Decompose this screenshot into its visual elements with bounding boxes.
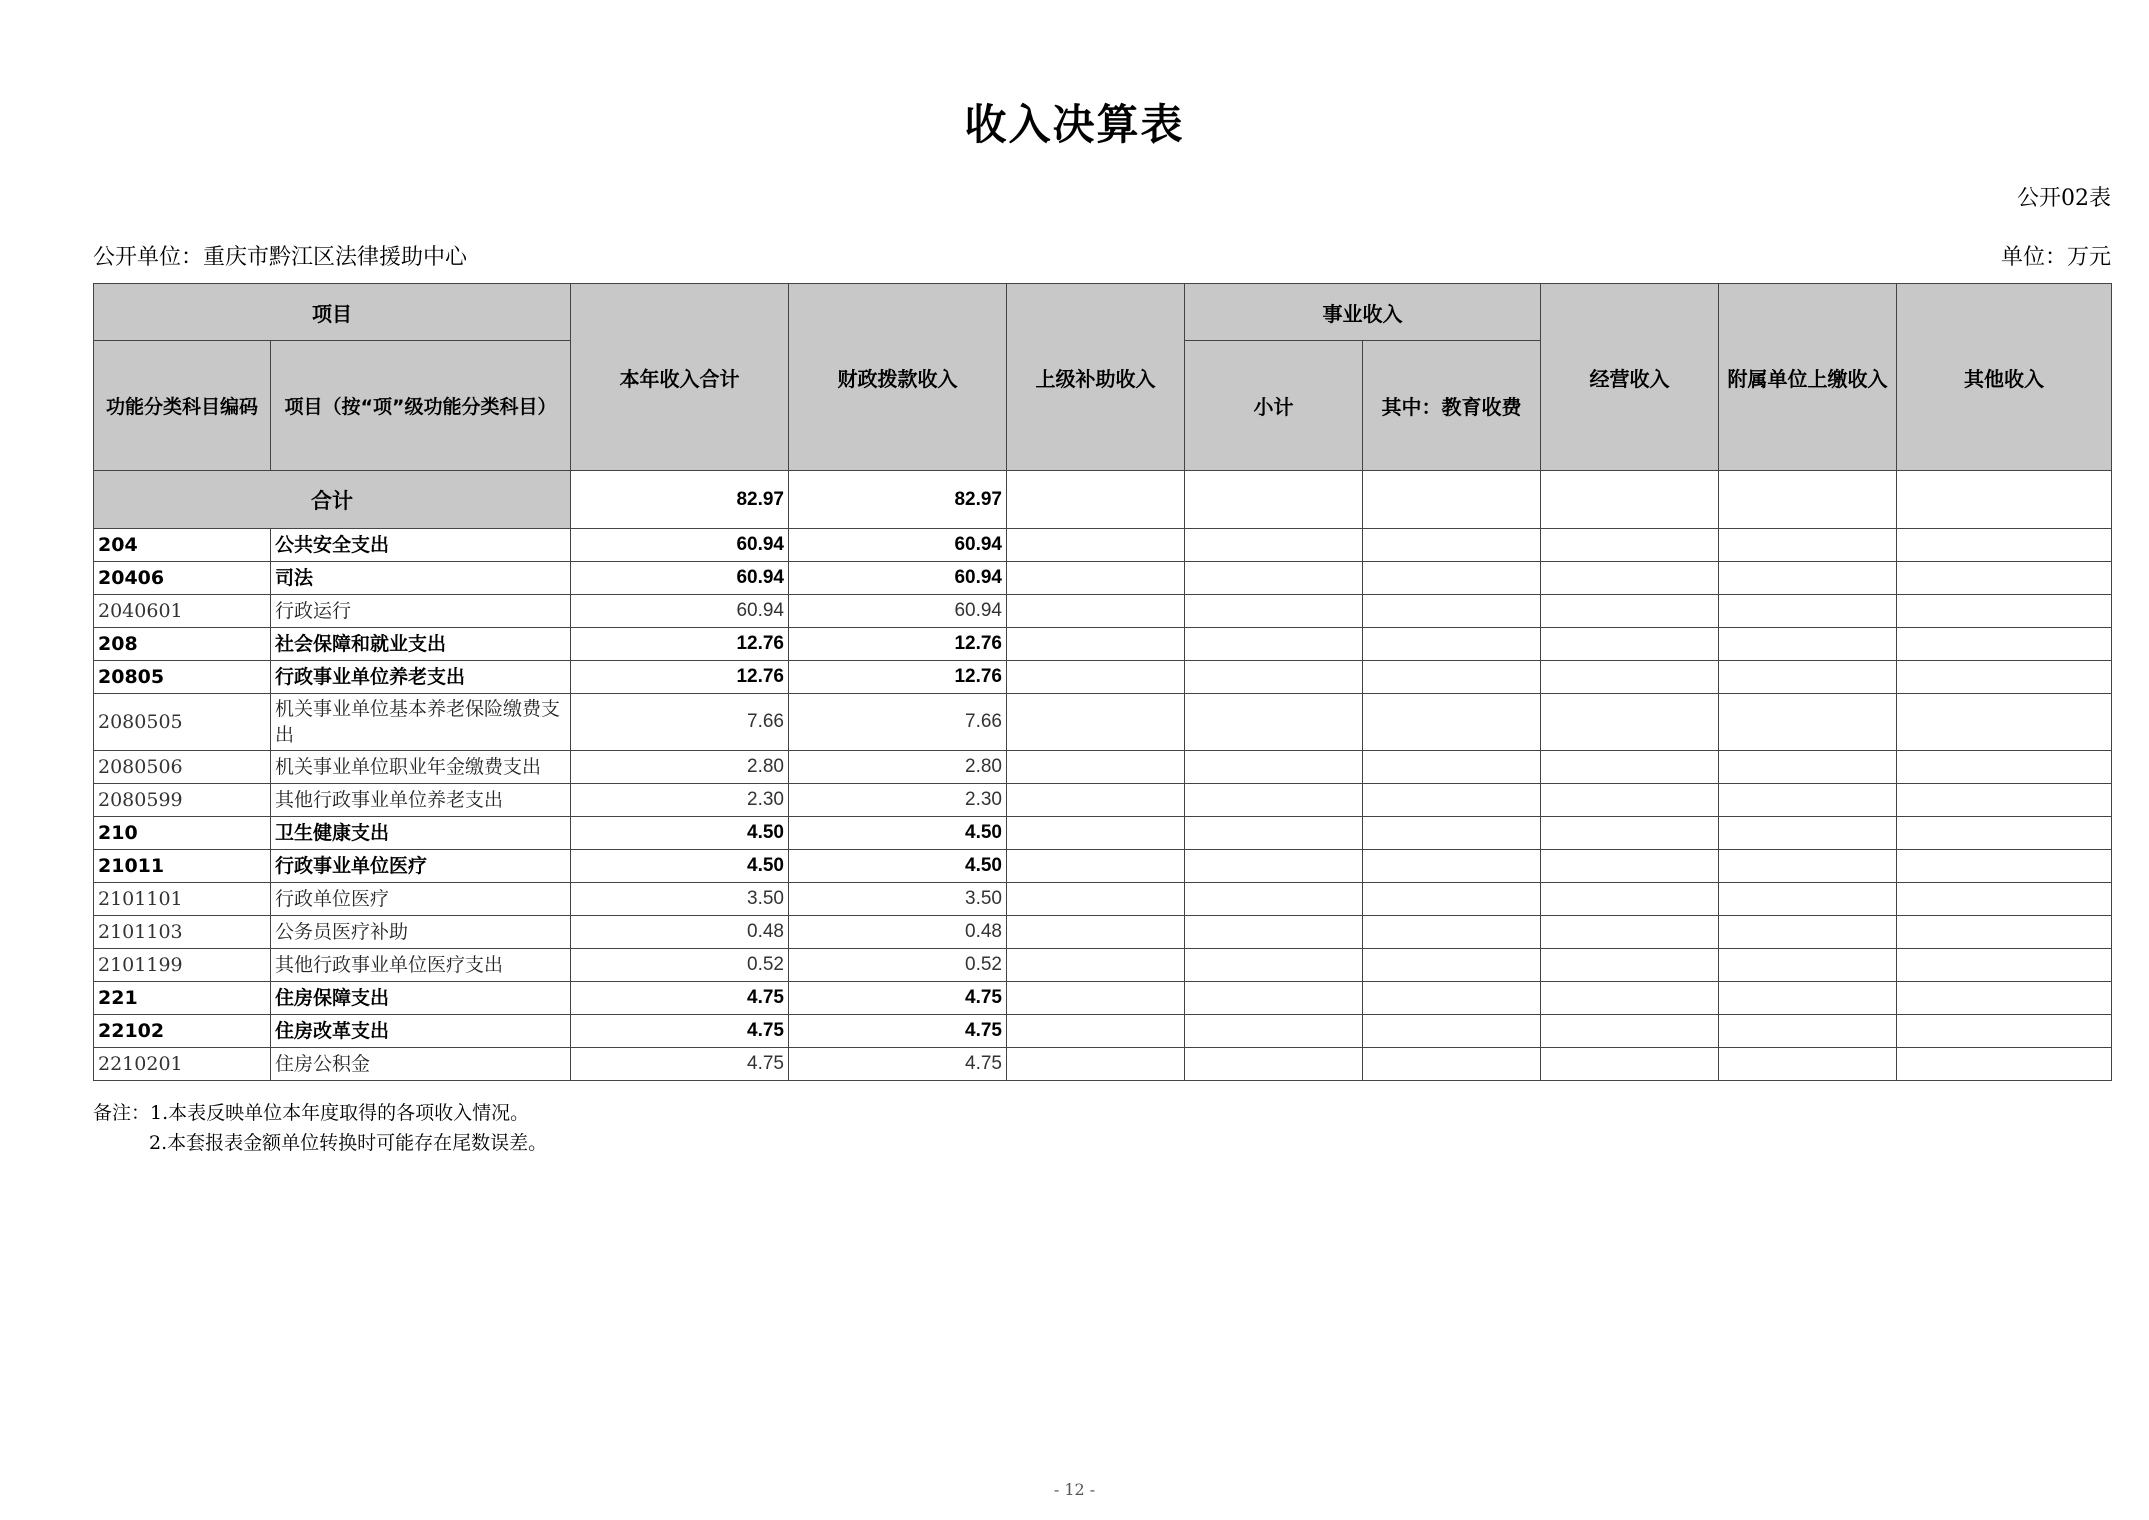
empty-cell — [1007, 1015, 1185, 1048]
empty-cell — [1541, 562, 1719, 595]
empty-cell — [1007, 661, 1185, 694]
table-row — [94, 694, 2112, 751]
empty-cell — [1541, 471, 1719, 529]
empty-cell — [1541, 883, 1719, 916]
empty-cell — [1007, 694, 1185, 751]
empty-cell — [1541, 694, 1719, 751]
empty-cell — [1541, 817, 1719, 850]
project-name-cell: 住房改革支出 — [271, 1015, 571, 1048]
empty-cell — [1007, 850, 1185, 883]
total-fiscal-value: 82.97 — [789, 471, 1007, 529]
empty-cell — [1363, 471, 1541, 529]
total-income-cell: 60.94 — [571, 595, 789, 628]
empty-cell — [1719, 1015, 1897, 1048]
empty-cell — [1363, 751, 1541, 784]
empty-cell — [1719, 529, 1897, 562]
fiscal-income-cell: 60.94 — [789, 595, 1007, 628]
func-code-cell: 21011 — [94, 850, 271, 883]
notes — [93, 1098, 547, 1158]
total-income-cell: 4.75 — [571, 1015, 789, 1048]
func-code-cell: 20805 — [94, 661, 271, 694]
empty-cell — [1719, 883, 1897, 916]
table-row — [94, 661, 2112, 694]
project-name-cell: 住房保障支出 — [271, 982, 571, 1015]
empty-cell — [1897, 1048, 2112, 1081]
table-row — [94, 850, 2112, 883]
project-name-cell: 公共安全支出 — [271, 529, 571, 562]
header-education-fee: 其中：教育收费 — [1363, 341, 1541, 471]
fiscal-income-cell: 2.80 — [789, 751, 1007, 784]
project-name-cell: 公务员医疗补助 — [271, 916, 571, 949]
header-other-income: 其他收入 — [1897, 284, 2112, 471]
fiscal-income-cell: 12.76 — [789, 661, 1007, 694]
empty-cell — [1541, 1015, 1719, 1048]
empty-cell — [1541, 850, 1719, 883]
func-code-cell: 208 — [94, 628, 271, 661]
table-row — [94, 883, 2112, 916]
empty-cell — [1897, 529, 2112, 562]
func-code-cell: 2210201 — [94, 1048, 271, 1081]
func-code-cell: 2101101 — [94, 883, 271, 916]
empty-cell — [1897, 562, 2112, 595]
total-label: 合计 — [94, 471, 571, 529]
empty-cell — [1719, 784, 1897, 817]
page-number: - 12 - — [1053, 1480, 1096, 1499]
header-affiliated-income: 附属单位上缴收入 — [1719, 284, 1897, 471]
empty-cell — [1541, 751, 1719, 784]
header-business-income: 事业收入 — [1185, 284, 1541, 341]
empty-cell — [1007, 949, 1185, 982]
empty-cell — [1363, 694, 1541, 751]
empty-cell — [1185, 694, 1363, 751]
empty-cell — [1897, 850, 2112, 883]
total-income-cell: 12.76 — [571, 661, 789, 694]
func-code-cell: 2080505 — [94, 694, 271, 751]
header-operating-income: 经营收入 — [1541, 284, 1719, 471]
table-row — [94, 628, 2112, 661]
func-code-cell: 22102 — [94, 1015, 271, 1048]
table-row — [94, 949, 2112, 982]
empty-cell — [1363, 850, 1541, 883]
empty-cell — [1541, 661, 1719, 694]
empty-cell — [1719, 982, 1897, 1015]
empty-cell — [1541, 916, 1719, 949]
empty-cell — [1007, 916, 1185, 949]
empty-cell — [1185, 817, 1363, 850]
project-name-cell: 其他行政事业单位医疗支出 — [271, 949, 571, 982]
empty-cell — [1363, 595, 1541, 628]
fiscal-income-cell: 2.30 — [789, 784, 1007, 817]
total-income-cell: 60.94 — [571, 562, 789, 595]
empty-cell — [1007, 562, 1185, 595]
empty-cell — [1007, 595, 1185, 628]
empty-cell — [1897, 916, 2112, 949]
empty-cell — [1719, 916, 1897, 949]
empty-cell — [1185, 982, 1363, 1015]
empty-cell — [1897, 471, 2112, 529]
empty-cell — [1007, 751, 1185, 784]
header-row-1 — [94, 284, 2112, 341]
table-row — [94, 982, 2112, 1015]
empty-cell — [1897, 883, 2112, 916]
empty-cell — [1185, 1015, 1363, 1048]
table-row — [94, 817, 2112, 850]
empty-cell — [1363, 1048, 1541, 1081]
empty-cell — [1185, 916, 1363, 949]
empty-cell — [1185, 628, 1363, 661]
empty-cell — [1541, 1048, 1719, 1081]
total-income-value: 82.97 — [571, 471, 789, 529]
empty-cell — [1363, 562, 1541, 595]
func-code-cell: 20406 — [94, 562, 271, 595]
empty-cell — [1897, 595, 2112, 628]
empty-cell — [1719, 628, 1897, 661]
empty-cell — [1897, 1015, 2112, 1048]
empty-cell — [1363, 949, 1541, 982]
empty-cell — [1897, 817, 2112, 850]
fiscal-income-cell: 4.50 — [789, 817, 1007, 850]
project-name-cell: 机关事业单位职业年金缴费支出 — [271, 751, 571, 784]
empty-cell — [1363, 982, 1541, 1015]
empty-cell — [1719, 471, 1897, 529]
table-row — [94, 1048, 2112, 1081]
empty-cell — [1897, 784, 2112, 817]
fiscal-income-cell: 60.94 — [789, 529, 1007, 562]
total-income-cell: 12.76 — [571, 628, 789, 661]
func-code-cell: 2080506 — [94, 751, 271, 784]
empty-cell — [1185, 883, 1363, 916]
empty-cell — [1007, 1048, 1185, 1081]
empty-cell — [1185, 850, 1363, 883]
empty-cell — [1897, 661, 2112, 694]
total-income-cell: 7.66 — [571, 694, 789, 751]
table-row — [94, 595, 2112, 628]
func-code-cell: 2101199 — [94, 949, 271, 982]
table-row — [94, 562, 2112, 595]
empty-cell — [1185, 784, 1363, 817]
func-code-cell: 204 — [94, 529, 271, 562]
func-code-cell: 210 — [94, 817, 271, 850]
empty-cell — [1719, 949, 1897, 982]
project-name-cell: 机关事业单位基本养老保险缴费支出 — [271, 694, 571, 751]
empty-cell — [1007, 471, 1185, 529]
header-project: 项目 — [94, 284, 571, 341]
total-income-cell: 60.94 — [571, 529, 789, 562]
fiscal-income-cell: 3.50 — [789, 883, 1007, 916]
empty-cell — [1363, 529, 1541, 562]
empty-cell — [1007, 784, 1185, 817]
empty-cell — [1007, 883, 1185, 916]
total-income-cell: 4.75 — [571, 1048, 789, 1081]
fiscal-income-cell: 4.75 — [789, 1015, 1007, 1048]
empty-cell — [1363, 916, 1541, 949]
empty-cell — [1007, 628, 1185, 661]
total-income-cell: 3.50 — [571, 883, 789, 916]
income-report-table — [93, 283, 2112, 1081]
fiscal-income-cell: 4.75 — [789, 982, 1007, 1015]
empty-cell — [1541, 949, 1719, 982]
empty-cell — [1363, 1015, 1541, 1048]
empty-cell — [1719, 562, 1897, 595]
empty-cell — [1185, 949, 1363, 982]
currency-unit: 单位：万元 — [2000, 245, 2111, 270]
header-func-code: 功能分类科目编码 — [94, 341, 271, 471]
project-name-cell: 行政事业单位医疗 — [271, 850, 571, 883]
fiscal-income-cell: 4.75 — [789, 1048, 1007, 1081]
total-income-cell: 2.30 — [571, 784, 789, 817]
empty-cell — [1541, 628, 1719, 661]
empty-cell — [1185, 751, 1363, 784]
table-row — [94, 784, 2112, 817]
empty-cell — [1897, 982, 2112, 1015]
project-name-cell: 行政事业单位养老支出 — [271, 661, 571, 694]
empty-cell — [1719, 850, 1897, 883]
total-row — [94, 471, 2112, 529]
empty-cell — [1897, 751, 2112, 784]
fiscal-income-cell: 4.50 — [789, 850, 1007, 883]
empty-cell — [1185, 595, 1363, 628]
fiscal-income-cell: 12.76 — [789, 628, 1007, 661]
header-project-name: 项目（按“项”级功能分类科目） — [271, 341, 571, 471]
func-code-cell: 2101103 — [94, 916, 271, 949]
total-income-cell: 0.48 — [571, 916, 789, 949]
empty-cell — [1897, 628, 2112, 661]
empty-cell — [1363, 883, 1541, 916]
project-name-cell: 住房公积金 — [271, 1048, 571, 1081]
project-name-cell: 司法 — [271, 562, 571, 595]
note-1: 备注：1.本表反映单位本年度取得的各项收入情况。 — [93, 1102, 530, 1124]
empty-cell — [1897, 694, 2112, 751]
table-row — [94, 529, 2112, 562]
table-row — [94, 751, 2112, 784]
project-name-cell: 行政运行 — [271, 595, 571, 628]
empty-cell — [1719, 595, 1897, 628]
fiscal-income-cell: 0.48 — [789, 916, 1007, 949]
header-total-income: 本年收入合计 — [571, 284, 789, 471]
empty-cell — [1363, 817, 1541, 850]
total-income-cell: 4.50 — [571, 817, 789, 850]
empty-cell — [1719, 661, 1897, 694]
fiscal-income-cell: 60.94 — [789, 562, 1007, 595]
func-code-cell: 2040601 — [94, 595, 271, 628]
empty-cell — [1185, 661, 1363, 694]
empty-cell — [1719, 751, 1897, 784]
table-row — [94, 1015, 2112, 1048]
empty-cell — [1007, 817, 1185, 850]
total-income-cell: 0.52 — [571, 949, 789, 982]
empty-cell — [1363, 628, 1541, 661]
note-2: 2.本套报表金额单位转换时可能存在尾数误差。 — [149, 1132, 548, 1154]
reporting-unit: 公开单位：重庆市黔江区法律援助中心 — [93, 245, 468, 270]
empty-cell — [1363, 784, 1541, 817]
empty-cell — [1007, 982, 1185, 1015]
func-code-cell: 2080599 — [94, 784, 271, 817]
header-superior-income: 上级补助收入 — [1007, 284, 1185, 471]
func-code-cell: 221 — [94, 982, 271, 1015]
empty-cell — [1541, 595, 1719, 628]
empty-cell — [1363, 661, 1541, 694]
total-income-cell: 2.80 — [571, 751, 789, 784]
empty-cell — [1185, 529, 1363, 562]
header-fiscal-income: 财政拨款收入 — [789, 284, 1007, 471]
fiscal-income-cell: 7.66 — [789, 694, 1007, 751]
empty-cell — [1541, 529, 1719, 562]
total-income-cell: 4.75 — [571, 982, 789, 1015]
project-name-cell: 社会保障和就业支出 — [271, 628, 571, 661]
empty-cell — [1185, 1048, 1363, 1081]
fiscal-income-cell: 0.52 — [789, 949, 1007, 982]
empty-cell — [1185, 562, 1363, 595]
header-subtotal: 小计 — [1185, 341, 1363, 471]
empty-cell — [1541, 784, 1719, 817]
project-name-cell: 卫生健康支出 — [271, 817, 571, 850]
empty-cell — [1719, 1048, 1897, 1081]
empty-cell — [1897, 949, 2112, 982]
empty-cell — [1185, 471, 1363, 529]
empty-cell — [1719, 694, 1897, 751]
table-row — [94, 916, 2112, 949]
project-name-cell: 其他行政事业单位养老支出 — [271, 784, 571, 817]
total-income-cell: 4.50 — [571, 850, 789, 883]
empty-cell — [1541, 982, 1719, 1015]
empty-cell — [1719, 817, 1897, 850]
page-title: 收入决算表 — [964, 100, 1185, 149]
form-number: 公开02表 — [2017, 186, 2111, 211]
project-name-cell: 行政单位医疗 — [271, 883, 571, 916]
empty-cell — [1007, 529, 1185, 562]
